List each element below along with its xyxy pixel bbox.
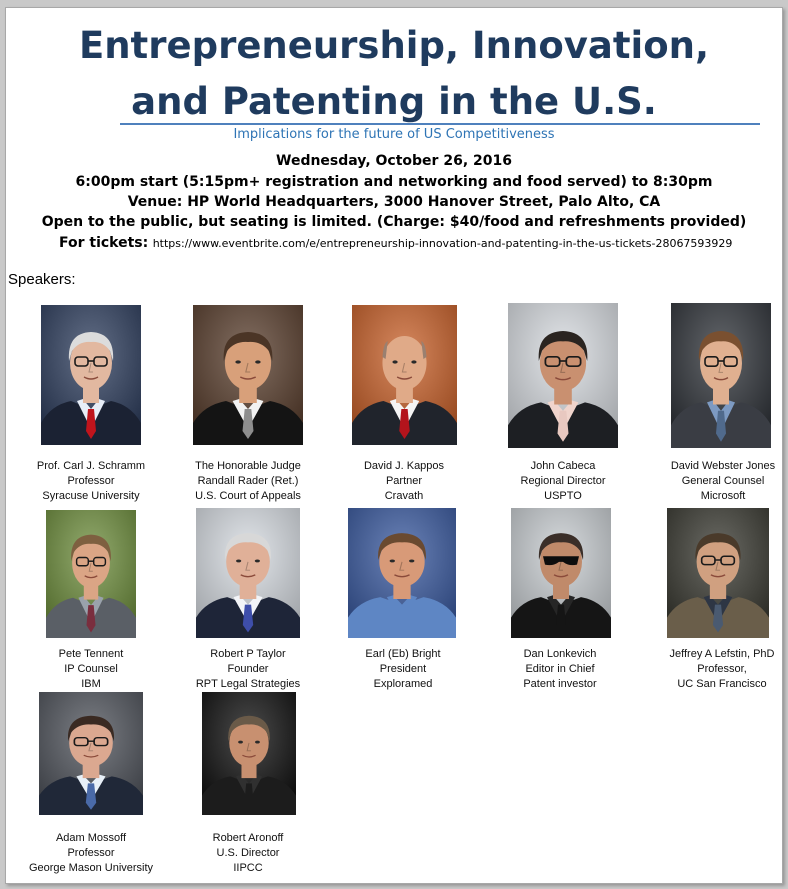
speaker-organization: George Mason University bbox=[28, 862, 154, 874]
speaker-photo bbox=[46, 510, 136, 638]
speaker-title: IP Counsel bbox=[64, 663, 118, 675]
speaker-photo bbox=[41, 305, 141, 445]
speaker-photo bbox=[196, 508, 300, 638]
speaker-name: Robert Aronoff bbox=[212, 832, 284, 844]
event-admission: Open to the public, but seating is limited. (Charge: $40/food and refreshments provided) bbox=[41, 214, 747, 230]
speaker-title: Regional Director bbox=[520, 475, 606, 487]
tickets-line bbox=[59, 233, 732, 254]
event-venue: Venue: HP World Headquarters, 3000 Hanover Street, Palo Alto, CA bbox=[127, 194, 661, 210]
speaker-name: Dan Lonkevich bbox=[523, 648, 597, 660]
speaker-title: Randall Rader (Ret.) bbox=[197, 475, 299, 487]
speaker-name: John Cabeca bbox=[530, 460, 596, 472]
speaker-photo bbox=[352, 305, 457, 445]
speaker-organization: RPT Legal Strategies bbox=[195, 678, 301, 690]
speaker-organization: IBM bbox=[81, 678, 101, 690]
speaker-title: President bbox=[379, 663, 427, 675]
speaker-title: Professor bbox=[67, 475, 115, 487]
speaker-title: U.S. Director bbox=[216, 847, 280, 859]
speaker-caption bbox=[638, 459, 783, 504]
flyer-title bbox=[6, 18, 782, 130]
speaker-organization: Microsoft bbox=[700, 490, 746, 502]
speaker-organization: Patent investor bbox=[523, 678, 597, 690]
speaker-photo bbox=[193, 305, 303, 445]
speaker-name: Pete Tennent bbox=[58, 648, 124, 660]
speaker-title: Professor, bbox=[697, 663, 747, 675]
speaker-organization: IIPCC bbox=[233, 862, 263, 874]
speakers-heading: Speakers: bbox=[8, 271, 76, 288]
speaker-organization: Syracuse University bbox=[42, 490, 140, 502]
speaker-title: Partner bbox=[385, 475, 423, 487]
speaker-name: David J. Kappos bbox=[363, 460, 445, 472]
speaker-name: Prof. Carl J. Schramm bbox=[36, 460, 146, 472]
speaker-name: David Webster Jones bbox=[670, 460, 776, 472]
tickets-label: For tickets: bbox=[59, 235, 149, 251]
speaker-name: The Honorable Judge bbox=[195, 460, 301, 472]
tickets-link[interactable]: https://www.eventbrite.com/e/entrepreneurship-innovation-and-patenting-in-the-us-tickets-28067593929 bbox=[152, 237, 733, 250]
speaker-photo bbox=[667, 508, 769, 638]
speaker-photo bbox=[508, 303, 618, 448]
speaker-caption bbox=[6, 831, 176, 876]
speaker-caption bbox=[318, 647, 488, 692]
speaker-caption bbox=[163, 831, 333, 876]
speaker-caption bbox=[163, 647, 333, 692]
speaker-photo bbox=[39, 692, 143, 815]
speaker-caption bbox=[163, 459, 333, 504]
subtitle: Implications for the future of US Competitiveness bbox=[233, 127, 555, 142]
speaker-caption bbox=[475, 647, 645, 692]
speaker-title: Editor in Chief bbox=[525, 663, 595, 675]
speaker-organization: Exploramed bbox=[373, 678, 433, 690]
title-divider bbox=[120, 123, 760, 125]
speaker-photo bbox=[671, 303, 771, 448]
speaker-caption bbox=[6, 459, 176, 504]
speaker-caption bbox=[478, 459, 648, 504]
title-line-1: Entrepreneurship, Innovation, bbox=[78, 24, 710, 67]
speaker-name: Adam Mossoff bbox=[55, 832, 127, 844]
speaker-photo bbox=[348, 508, 456, 638]
speaker-organization: USPTO bbox=[544, 490, 582, 502]
speaker-photo bbox=[202, 692, 296, 815]
event-time: 6:00pm start (5:15pm+ registration and networking and food served) to 8:30pm bbox=[75, 174, 713, 190]
speaker-title: General Counsel bbox=[681, 475, 765, 487]
speaker-name: Robert P Taylor bbox=[210, 648, 286, 660]
speaker-title: Professor bbox=[67, 847, 115, 859]
title-line-2: and Patenting in the U.S. bbox=[131, 80, 657, 123]
event-date: Wednesday, October 26, 2016 bbox=[276, 153, 512, 169]
speaker-organization: U.S. Court of Appeals bbox=[195, 490, 301, 502]
speaker-organization: UC San Francisco bbox=[677, 678, 767, 690]
speaker-organization: Cravath bbox=[384, 490, 424, 502]
speaker-photo bbox=[511, 508, 611, 638]
speaker-caption bbox=[319, 459, 489, 504]
speaker-caption bbox=[6, 647, 176, 692]
flyer-page bbox=[5, 7, 783, 884]
speaker-name: Earl (Eb) Bright bbox=[365, 648, 441, 660]
speaker-name: Jeffrey A Lefstin, PhD bbox=[669, 648, 775, 660]
speaker-caption bbox=[637, 647, 783, 692]
speaker-title: Founder bbox=[227, 663, 269, 675]
